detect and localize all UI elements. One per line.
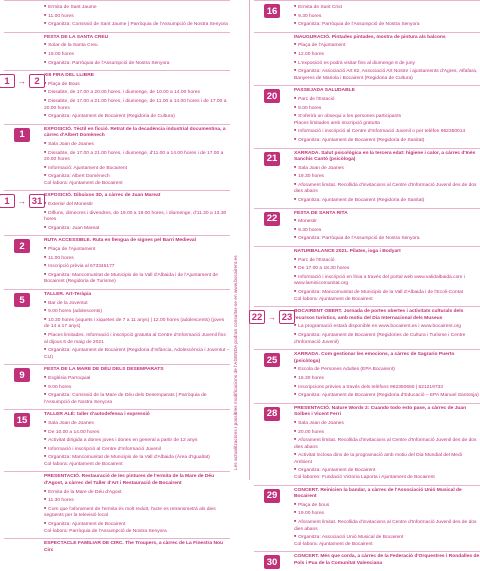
date-day-start: 1 [0, 74, 15, 88]
agenda-event [4, 538, 230, 557]
event-detail: ■ 11.00 hores [44, 12, 230, 21]
event-detail: ■ S'oferirà un obsequi a les persones participants [294, 112, 480, 121]
event-date [4, 413, 40, 427]
event-detail: ■ Sala Joan de Joanes [44, 419, 230, 428]
event-title: TALLER ALÈ: taller d'autodefensa i expressió [44, 412, 150, 418]
date-day-start: 1 [0, 194, 15, 208]
date-day-start: 20 [264, 89, 280, 103]
date-day-start: 5 [14, 293, 30, 307]
event-detail: ■ Sala Joan de Joanes [294, 164, 480, 173]
event-detail: ■ 8.00 hores [294, 104, 480, 113]
date-day-start: 1 [14, 128, 30, 142]
event-title: FESTA DE LA MARE DE DÉU DELS DESEMPARATS [44, 367, 164, 373]
event-detail: ■ Difluns, dimecres i divendres, de 19.00 a 19.00 hores, i diumenge, d'11.30 a 13.30 hores [44, 209, 230, 224]
event-detail: ■ Informació i inscripció en línia a través del portal web www.validalbaida.com i www.laminicomunitat.org [294, 273, 480, 288]
event-title: EXPOSICIÓ. Dibuixos 3D, a càrrec de Juan Mareat [44, 193, 161, 199]
event-detail: ■ Inscripció prèvia al 673346177 [44, 262, 230, 271]
event-title: XARRADA. Com gestionar les emocions, a càrrec de Sagrario Puerto (psicòloga) [294, 352, 455, 364]
event-detail: ■ La programació estarà disponible en www.bocairent.es i www.bocairent.org [294, 322, 480, 331]
event-title: CONCERT. Reinicien la banda!, a càrrec de l'Associació Unió Musical de Bocairent [294, 487, 462, 500]
agenda-event [254, 148, 480, 208]
event-detail: ■ De 10.00 a 14.00 hores [44, 428, 230, 437]
agenda-event [4, 471, 230, 538]
event-date [254, 152, 290, 166]
event-detail: ■ Plaça de Bous [44, 80, 230, 89]
event-detail: ■ Aforament limitat. Recollida d'invitacions al Centre d'Informació Juvenil des de dos dies abans [294, 518, 480, 533]
event-detail: ■ Organitza: Mancomunitat de Municipis de la Vall d'Albaida (Àrea d'Igualtat) [44, 453, 230, 462]
agenda-event [4, 190, 230, 235]
event-title: CONCERT. Més que corda, a càrrec de la Federació d'Orquestres i Rondalles de Pols i Pua de la Comunitat Valenciana [294, 554, 480, 566]
date-day-start: 25 [264, 353, 280, 367]
agenda-event [254, 551, 480, 570]
event-detail: Col·laboren: Fundació Victoria Laporta i Ajuntament de Bocairent [294, 475, 435, 481]
event-detail: ■ Places limitades. Informació i inscripció gratuïta al Centre d'Informació Juvenil fins al dijous 6 de maig de 2021 [44, 331, 230, 346]
event-detail: ■ Ermita de Sant Jaume [44, 3, 230, 12]
event-detail: Col·labora: Ajuntament de Bocairent [44, 180, 123, 186]
event-detail: ■ Com que l'aforament de l'ermita és molt reduït, l'acte es retransmetrà als dies següents per la televisió local [44, 505, 230, 520]
event-title: FESTA DE SANTA RITA [294, 210, 348, 216]
date-day-start: 9 [14, 368, 30, 382]
event-detail: ■ Bar de la Joventut [44, 299, 230, 308]
event-detail: Col·labora: Ajuntament de Bocairent [294, 541, 373, 547]
event-detail: ■ Organitza: Associació Art 82, Associació Art Nostre i ajuntaments d'Agres, Alfafara, Banyeres de Mariola i Bocairent (Regidoria de Cultura) [294, 67, 480, 82]
event-detail: ■ 11.00 hores [44, 254, 230, 263]
event-detail: Places limitades amb inscripció gratuïta [294, 120, 380, 126]
date-day-end: 2 [29, 74, 45, 88]
event-detail: ■ Dissabte, de 17.00 a 20.00 hores, i diumenge, de 10.00 a 14.00 hores [44, 88, 230, 97]
agenda-event [254, 0, 480, 32]
agenda-event [4, 289, 230, 364]
agenda-event [254, 85, 480, 147]
event-detail: ■ Església Parroquial [44, 374, 230, 383]
event-detail: ■ Organitza: Mancomunitat de Municipis de la Vall d'Albaida i de l'Ecoli-Contat [294, 288, 480, 297]
event-detail: ■ Ermita de la Mare de Déu d'Agost [44, 488, 230, 497]
agenda-event [254, 403, 480, 485]
event-title: PRESENTACIÓ. Restauració de les pintures de l'ermita de la Mare de Déu d'Agost, a càrrec del Taller d'Art i Restauració de Bocairent [44, 474, 215, 487]
event-detail: ■ Informació i inscripció al Centre d'Informació Juvenil [44, 445, 230, 454]
event-detail: ■ 19.00 hores [44, 50, 230, 59]
event-detail: ■ Parc de l'Estació [294, 256, 480, 265]
event-title: RUTA ACCESSIBLE. Ruta en llengua de signes pel Barri Medieval [44, 238, 197, 244]
event-title: INAUGURACIÓ. Pintades pintades, mostra de pintura als balcons [294, 34, 446, 40]
event-title: EXPOSICIÓ. Tèctil en ficció. Retrat de la decadència industrial documentina, a càrrec d'Albert Domènech [44, 126, 226, 139]
event-detail: ■ Organitza: Albert Domènech [44, 172, 230, 181]
event-detail: ■ Organitza: Comissió de la Mare de Déu dels Desemparats | Parròquia de l'Assumpció de Nostra Senyora [44, 391, 230, 406]
arrow-right-icon: → [268, 312, 276, 322]
agenda-event [4, 124, 230, 191]
agenda-column-right [251, 0, 480, 568]
event-detail: ■ Organitza: Associació Unió Musical de Bocairent [294, 533, 480, 542]
event-detail: ■ 16.30 hores [294, 374, 480, 383]
agenda-event [4, 32, 230, 70]
event-detail: ■ Organitza: Ajuntament de Bocairent (Regidories de Cultura i Turisme i Centre d'Informació Juvenil) [294, 331, 480, 346]
event-detail: ■ Organitza: Parròquia de l'Assumpció de Nostra Senyora [294, 234, 480, 243]
event-detail: Col·labora: Ajuntament de Bocairent [294, 296, 373, 302]
event-detail: ■ Organitza: Ajuntament de Bocairent [44, 520, 230, 529]
event-detail: ■ Activitat dirigida a dones joves i dones en general a partir de 12 anys [44, 436, 230, 445]
date-day-start: 2 [14, 239, 30, 253]
agenda-event [254, 246, 480, 306]
event-detail: ■ Organitza: Ajuntament de Bocairent (Regidoria de Sanitat) [294, 136, 480, 145]
event-date [4, 293, 40, 307]
vertical-note [233, 0, 247, 480]
event-detail: ■ 19.30 hores [294, 172, 480, 181]
event-detail: ■ Escola de Persones Adultes (EPA Bocairent) [294, 365, 480, 374]
event-detail: ■ Monestir [294, 217, 480, 226]
event-date [4, 74, 40, 88]
event-date [254, 555, 290, 569]
event-detail: ■ 12.00 hores [294, 50, 480, 59]
event-date [254, 89, 290, 103]
event-detail: ■ Dissabte, de 17.00 a 21.00 hores, i diumenge, de 11.00 a 14.00 hores i de 17.00 a 20.00 hores [44, 97, 230, 112]
event-detail: ■ Informació i inscripció al Centre d'Informació Juvenil o per telèfon 962350014 [294, 127, 480, 136]
event-date [254, 407, 290, 421]
event-title: PRESENTACIÓ. Nature Words 2: Cuando todo esto pase, a càrrec de Juan Solbes i Vicent Ferri [294, 405, 467, 418]
date-day-start: 22 [264, 212, 280, 226]
agenda-event [4, 409, 230, 471]
event-detail: ■ Organitza: Parròquia de l'Assumpció de Nostra Senyora [294, 20, 480, 29]
event-date [254, 4, 290, 18]
arrow-right-icon: → [18, 196, 26, 206]
event-detail: ■ Plaça de l'Ajuntament [44, 245, 230, 254]
event-detail: ■ 20.00 hores [294, 428, 480, 437]
event-detail: ■ Parc de l'Estació [294, 95, 480, 104]
event-title: XIII FIRA DEL LLIBRE [44, 73, 94, 79]
event-title: BOCAIRENT OBERT. Jornada de portes obertes i activitats culturals dels recursos turístics, amb motiu del Dia Internacional dels Museus [294, 309, 464, 321]
event-date [4, 368, 40, 382]
event-detail: ■ Organitza: Ajuntament de Bocairent (Regidoria de Sanitat) [294, 196, 480, 205]
event-detail: ■ 9.00 hores (adolescents) [44, 307, 230, 316]
event-title: TALLER. Art-Teràpia [44, 292, 92, 297]
event-title: PASSEJADA SALUDABLE [294, 88, 355, 94]
event-detail: ■ Organitza: Ajuntament de Bocairent (Regidoria d'Educació – EPA Manuel Santonja) [294, 391, 480, 400]
event-detail: ■ Organitza: Mancomunitat de Municipis de la Vall d'Albaida i de l'Ajuntament de Bocairent (Regidoria de Turisme) [44, 271, 230, 286]
event-date [254, 489, 290, 503]
agenda-event [4, 0, 230, 32]
date-day-end: 23 [279, 310, 295, 324]
event-detail: ■ Plaça de bous [294, 501, 480, 510]
arrow-right-icon: → [18, 76, 26, 86]
agenda-event [254, 208, 480, 246]
date-day-start: 21 [264, 152, 280, 166]
date-day-start: 22 [249, 310, 265, 324]
event-detail: ■ 11.30 hores [44, 496, 230, 505]
date-day-end: 31 [29, 194, 45, 208]
event-detail: ■ 9.30 hores [294, 226, 480, 235]
event-date [254, 353, 290, 367]
event-detail: ■ Dissabte, de 17.00 a 21.00 hores, i diumenge, d'11.00 a 14.00 hores i de 17.00 a 20.00 hores [44, 149, 230, 164]
event-detail: ■ L'exposició es podrà visitar fins al diumenge 6 de juny [294, 59, 480, 68]
event-title: NATURBALANCE 2021. Pilates, ioga i Bodyart [294, 249, 401, 255]
agenda-event [4, 70, 230, 124]
event-detail: ■ 9.30 hores [294, 12, 480, 21]
event-detail: ■ Inscripcions prèvies a través dels telèfons 962350650 | 621219733 [294, 383, 480, 392]
date-day-start: 29 [264, 489, 280, 503]
event-detail: ■ Organitza: Parròquia de l'Assumpció de Nostra Senyora [44, 59, 230, 68]
event-date [4, 194, 43, 208]
event-detail: ■ Exterior del Monestir [44, 200, 230, 209]
event-detail: ■ Organitza: Ajuntament de Bocairent [294, 466, 480, 475]
event-detail: Col·labora: Ajuntament de Bocairent [44, 461, 123, 467]
date-day-start: 30 [264, 555, 280, 569]
event-detail: ■ Solar de la Santa Creu [44, 41, 230, 50]
agenda-event [4, 235, 230, 289]
event-date [251, 310, 293, 324]
agenda-event [254, 485, 480, 552]
event-detail: ■ Aforament limitat. Recollida d'invitacions al Centre d'Informació Juvenil des de dos dies abans [294, 181, 480, 196]
event-detail: ■ 10.30 hores (xiquets i xiquetes de 7 a 11 anys) | 12.00 hores (adolescents) (joves de 14 a 17 anys) [44, 316, 230, 331]
event-detail: ■ Organitza: Comissió de Sant Jaume | Parròquia de l'Assumpció de Nostra Senyora [44, 20, 230, 29]
event-detail: ■ Plaça de l'Ajuntament [294, 41, 480, 50]
date-day-start: 15 [14, 413, 30, 427]
event-title: ESPECTACLE FAMILIAR DE CIRC. The Troupers, a càrrec de La Finestra Nou Circ [44, 541, 223, 553]
event-detail: ■ Aforament limitat. Recollida d'invitacions al Centre d'Informació Juvenil des de dos dies abans [294, 436, 480, 451]
event-date [4, 239, 40, 253]
event-detail: ■ Organitza: Juan Mareat [44, 224, 230, 233]
event-title: FESTA DE LA SANTA CREU [44, 34, 109, 40]
event-detail: ■ 9.00 hores [44, 383, 230, 392]
event-detail: ■ Informació: Ajuntament de Bocairent [44, 164, 230, 173]
event-date [4, 128, 40, 142]
date-day-start: 16 [264, 4, 280, 18]
event-detail: ■ 19.00 hores [294, 509, 480, 518]
event-detail: ■ Organitza: Ajuntament de Bocairent (Regidoria de Cultura) [44, 112, 230, 121]
event-date [254, 212, 290, 226]
column-divider [249, 0, 250, 480]
event-detail: ■ De 17.00 a 18.30 hores [294, 264, 480, 273]
event-title: XARRADA. Salut psicològica en la tercera edat: higiene i calor, a càrrec d'Inès Sanchis Cantó (psicòloga) [294, 150, 476, 163]
agenda-event [254, 32, 480, 86]
agenda-event [4, 364, 230, 409]
event-detail: ■ Ermita de Sant Crist [294, 3, 480, 12]
event-detail: ■ Sala Joan de Joanes [294, 419, 480, 428]
event-detail: ■ Sala Joan de Joanes [44, 140, 230, 149]
agenda-event [254, 349, 480, 403]
vertical-note-text: Les actualitzacions i possibles modificacions de l'AGENDA podran consultar-se en www.bocairent.es [233, 255, 238, 470]
agenda-event [251, 306, 480, 349]
event-detail: ■ Organitza: Ajuntament de Bocairent (Regidoria d'Infància, Adolescència i Joventut – CIJ) [44, 346, 230, 361]
agenda-column-left [4, 0, 230, 553]
event-detail: ■ Activitat inclosa dins de la programació amb motiu del Dia Mundial del Medi Ambient [294, 451, 480, 466]
event-detail: Col·labora: Parròquia de l'Assumpció de Nostra Senyora [44, 528, 167, 534]
date-day-start: 28 [264, 407, 280, 421]
